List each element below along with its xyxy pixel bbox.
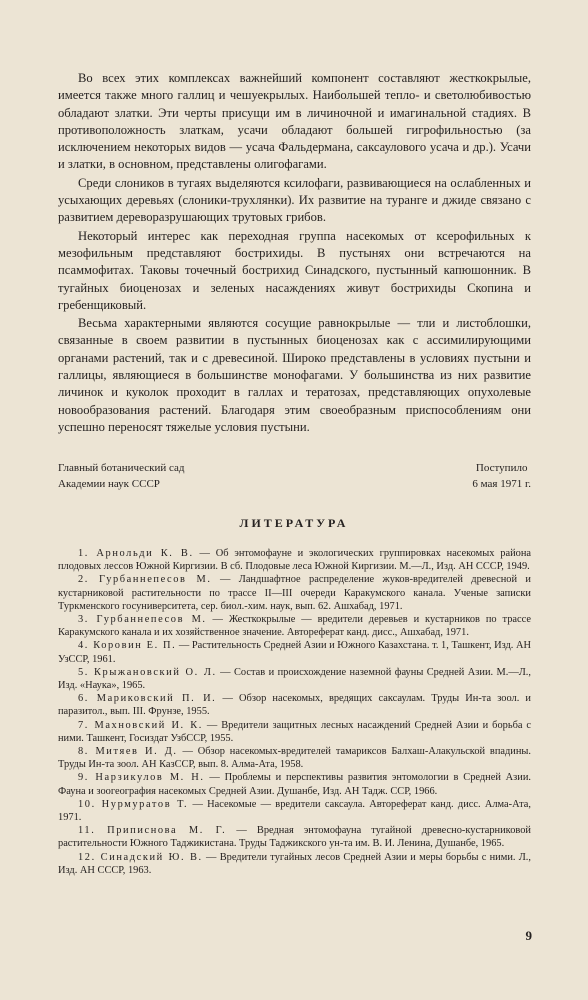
reference-author: 11. Приписнова М. Г. [78,825,227,837]
reference-text: — Насекомые — вредители саксаула. Автореферат канд. дисс. Алма-Ата, 1971. [58,798,531,824]
reference-item [58,719,531,745]
paragraph: Весьма характерными являются сосущие равнокрылые — тли и листоблошки, связанные в своем развитии в пустынных биоценозах как с ассимилирующими органами растений, так и с древесиной. Широко представлены в условиях пустыни и галлицы, являющиеся в большинстве монофагами. У большинства из них развитие личинок и куколок проходит в галлах и тератозах, представляющих опухолевые новообразования растений. Благодаря этим своеобразным приспособлениям они успешно переносят тяжелые условия пустыни. [58,316,531,434]
article-body [58,70,531,436]
reference-text: — Ландшафтное распределение жуков-вредителей древесной и кустарниковой растительности по трассе II—III очереди Каракумского канала. Ученые записки Туркменского госуниверситета, сер. биол.-хим. наук, вып. 62. Ашхабад, 1971. [58,574,531,612]
reference-text: — Обзор насекомых-вредителей тамариксов Балхаш-Алакульской впадины. Труды Ин-та зоол. АН КазССР, вып. 8. Алма-Ата, 1958. [58,746,531,771]
received-note [472,460,531,492]
reference-text: — Состав и происхождение наземной фауны Средней Азии. М.—Л., Изд. «Наука», 1965. [58,666,532,692]
reference-author: 12. Синадский Ю. В. [78,851,203,863]
reference-text: — Вредная энтомофауна тугайной древесно-кустарниковой растительности Южного Таджикистана. Труды Таджикского ун-та им. В. И. Ленина, Душанбе, 1965. [58,825,531,850]
reference-item [58,745,531,771]
reference-text: — Проблемы и перспективы развития энтомологии в Средней Азии. Фауна и зоогеография насекомых Средней Азии. Душанбе, Изд. АН Тадж. ССР, 1966. [58,772,532,797]
institution-line: Главный ботанический сад [58,462,185,474]
reference-author: 9. Нарзикулов М. Н. [78,772,205,784]
reference-text: — Обзор насекомых, вредящих саксаулам. Труды Ин-та зоол. и паразитол., вып. III. Фрунзе, 1955. [58,693,531,718]
literature-heading: ЛИТЕРАТУРА [239,516,349,530]
institution [58,460,185,492]
reference-item [58,639,531,665]
reference-author: 1. Арнольди К. В. [78,548,194,559]
reference-item [58,824,531,850]
reference-item [58,573,531,613]
reference-author: 5. Крыжановский О. Л. [78,666,217,678]
reference-item [58,613,531,639]
reference-text: — Растительность Средней Азии и Южного Казахстана. т. 1, Ташкент, Изд. АН УзССР, 1961. [58,640,531,665]
reference-item [58,851,531,877]
reference-text: — Жесткокрылые — вредители деревьев и кустарников по трассе Каракумского канала и их хозяйственное значение. Автореферат канд. дисс., Ашхабад, 1971. [58,614,531,639]
paragraph: Некоторый интерес как переходная группа насекомых от ксерофильных к мезофильным представляют бострихиды. В пустынях они встречаются на псаммофитах. Таковы точечный бострихид Синадского, пустынный капюшонник. В тугайных биоценозах и зеленых насаждениях живут бострихиды Скопина и гребенщиковый. [58,228,531,312]
reference-author: 10. Нурмуратов Т. [78,798,189,810]
received-label: Поступило [475,462,528,474]
reference-author: 7. Махновский И. К. [78,719,204,731]
reference-list [58,547,531,877]
reference-text: — Вредители защитных лесных насаждений Средней Азии и борьба с ними. Ташкент, Госиздат УзбССР, 1955. [58,719,532,744]
reference-author: 8. Митяев И. Д. [78,746,178,758]
reference-item [58,771,531,797]
reference-item [58,547,531,573]
institution-line: Академии наук СССР [58,478,160,490]
paragraph: Во всех этих комплексах важнейший компонент составляют жесткокрылые, имеется также много галлиц и чешуекрылых. Наибольшей тепло- и светолюбивостью обладают златки. Эти черты присущи им в личиночной и имагинальной стадиях. В противоположность златкам, усачи обладают большей гигрофильностью (за исключением некоторых видов — усача Фальдермана, саксаулового усача и др.). Усачи и златки, в основном, представлены олигофагами. [58,71,531,172]
reference-item [58,798,531,824]
reference-author: 6. Мариковский П. И. [78,693,217,705]
reference-author: 4. Коровин Е. П. [78,640,177,652]
reference-text: — Об энтомофауне и экологических группировках насекомых района плодовых лессов Южной Киргизии. В сб. Плодовые леса Южной Киргизии. М.—Л., Изд. АН СССР, 1949. [58,548,531,573]
page-number: 9 [525,928,532,943]
reference-text: — Вредители тугайных лесов Средней Азии и меры борьбы с ними. Л., Изд. АН СССР, 1963. [58,851,531,876]
reference-item [58,692,531,718]
received-date: 6 мая 1971 г. [472,478,531,490]
reference-author: 3. Гурбаннепесов М. [78,614,207,626]
reference-item [58,666,531,692]
paragraph: Среди слоников в тугаях выделяются ксилофаги, развивающиеся на ослабленных и усыхающих деревьях (слоники-трухлянки). Их развитие на туранге и джиде связано с развитием дереворазрушающих трутовых грибов. [58,175,531,225]
reference-author: 2. Гурбаннепесов М. [78,574,212,586]
